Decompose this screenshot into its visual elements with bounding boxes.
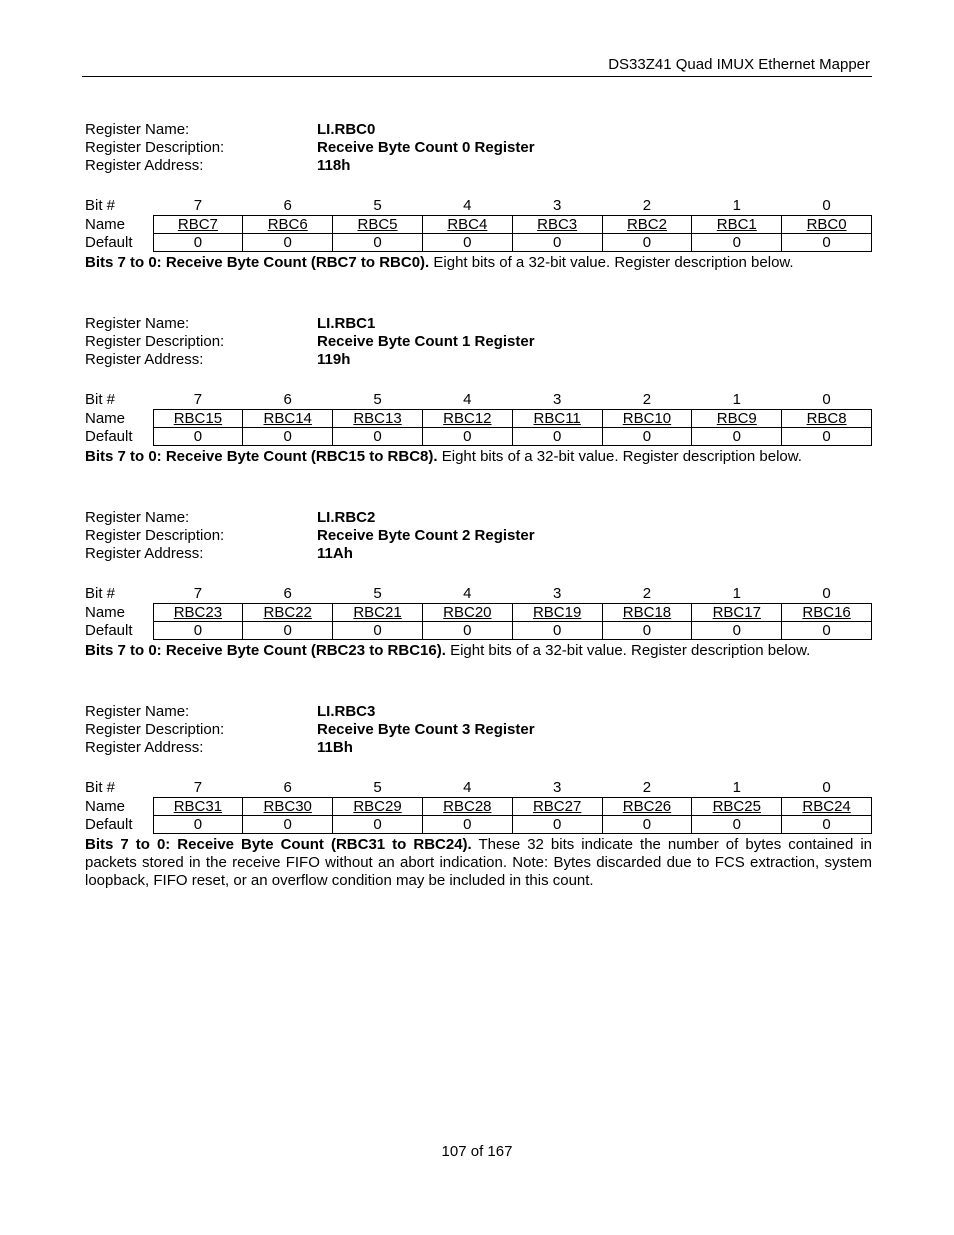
default-row-label: Default bbox=[85, 234, 133, 251]
bit-description-text: Eight bits of a 32-bit value. Register description below. bbox=[445, 642, 811, 659]
bit-default-value: 0 bbox=[333, 816, 423, 834]
register-description-value: Receive Byte Count 3 Register bbox=[317, 721, 535, 738]
table-cell bbox=[782, 216, 872, 234]
bit-field-name: RBC21 bbox=[353, 604, 402, 621]
bit-field-name: RBC27 bbox=[532, 798, 582, 815]
register-name-label: Register Name: bbox=[85, 315, 190, 332]
register-address-value: 118h bbox=[317, 157, 351, 174]
register-address-label: Register Address: bbox=[85, 545, 204, 562]
register-bit-table bbox=[85, 779, 872, 834]
bit-number: 6 bbox=[283, 779, 292, 796]
table-cell bbox=[333, 216, 423, 234]
bit-default-value: 0 bbox=[692, 428, 782, 446]
default-row-label: Default bbox=[85, 622, 133, 639]
table-cell bbox=[782, 410, 872, 428]
bit-description-heading: Bits 7 to 0: Receive Byte Count (RBC7 to RBC0). bbox=[85, 254, 430, 271]
register-address-value: 11Bh bbox=[317, 739, 353, 756]
bit-field-name: RBC18 bbox=[622, 604, 672, 621]
table-row bbox=[85, 622, 872, 640]
name-row-label: Name bbox=[85, 798, 126, 815]
bit-field-name: RBC24 bbox=[802, 798, 851, 815]
table-cell bbox=[422, 410, 512, 428]
bit-number: 5 bbox=[373, 779, 382, 796]
default-row-label: Default bbox=[85, 428, 133, 445]
bit-default-value: 0 bbox=[243, 816, 333, 834]
bit-number: 2 bbox=[642, 585, 652, 602]
bit-row-label: Bit # bbox=[85, 391, 116, 409]
bit-description-text: These 32 bits indicate the number of bytes contained in packets stored in the receive FIFO without an abort indication. Note: Bytes discarded due to FCS extraction, system loopback, FIFO reset, or an overflow condition may be included in this count. bbox=[85, 836, 872, 889]
bit-field-name: RBC2 bbox=[626, 216, 667, 233]
bit-field-name: RBC4 bbox=[447, 216, 488, 233]
bit-default-value: 0 bbox=[692, 622, 782, 640]
bit-number: 5 bbox=[373, 585, 382, 602]
bit-default-value: 0 bbox=[422, 234, 512, 252]
bit-default-value: 0 bbox=[782, 622, 872, 640]
register-address-value: 119h bbox=[317, 351, 351, 368]
bit-default-value: 0 bbox=[602, 816, 692, 834]
bit-field-name: RBC23 bbox=[173, 604, 223, 621]
bit-number: 6 bbox=[283, 585, 292, 602]
table-cell bbox=[782, 798, 872, 816]
bit-number: 4 bbox=[463, 391, 472, 408]
bit-number: 7 bbox=[193, 391, 203, 408]
bit-default-value: 0 bbox=[243, 428, 333, 446]
bit-default-value: 0 bbox=[602, 622, 692, 640]
bit-default-value: 0 bbox=[692, 234, 782, 252]
register-bit-table bbox=[85, 585, 872, 640]
table-cell bbox=[243, 410, 333, 428]
table-cell bbox=[692, 216, 782, 234]
bit-number: 3 bbox=[552, 779, 562, 796]
name-row-label: Name bbox=[85, 604, 126, 621]
bit-number: 0 bbox=[822, 197, 831, 214]
bit-number: 2 bbox=[642, 197, 652, 214]
register-address-row bbox=[85, 157, 872, 175]
bit-description-text: Eight bits of a 32-bit value. Register description below. bbox=[437, 448, 802, 465]
bit-field-name: RBC20 bbox=[443, 604, 492, 621]
bit-default-value: 0 bbox=[512, 234, 602, 252]
table-cell bbox=[692, 604, 782, 622]
bit-number: 7 bbox=[193, 585, 203, 602]
bit-number: 0 bbox=[822, 391, 831, 408]
register-name-value: LI.RBC3 bbox=[317, 703, 376, 720]
bit-field-name: RBC3 bbox=[537, 216, 578, 233]
bit-default-value: 0 bbox=[422, 816, 512, 834]
bit-default-value: 0 bbox=[692, 816, 782, 834]
bit-default-value: 0 bbox=[782, 234, 872, 252]
table-cell bbox=[692, 798, 782, 816]
name-row-label: Name bbox=[85, 216, 126, 233]
bit-description-text: Eight bits of a 32-bit value. Register description below. bbox=[429, 254, 794, 271]
register-description-row bbox=[85, 527, 872, 545]
bit-field-name: RBC26 bbox=[622, 798, 672, 815]
register-bit-table bbox=[85, 391, 872, 446]
register-address-row bbox=[85, 739, 872, 757]
register-name-value: LI.RBC1 bbox=[317, 315, 376, 332]
table-row bbox=[85, 798, 872, 816]
register-name-value: LI.RBC0 bbox=[317, 121, 376, 138]
bit-default-value: 0 bbox=[512, 622, 602, 640]
header-rule bbox=[82, 76, 872, 77]
bit-row-label: Bit # bbox=[85, 779, 116, 797]
table-cell bbox=[602, 410, 692, 428]
table-cell bbox=[333, 798, 423, 816]
bit-field-name: RBC30 bbox=[263, 798, 312, 815]
register-description-row bbox=[85, 139, 872, 157]
bit-default-value: 0 bbox=[243, 622, 333, 640]
bit-field-name: RBC1 bbox=[716, 216, 757, 233]
bit-default-value: 0 bbox=[512, 816, 602, 834]
register-address-value: 11Ah bbox=[317, 545, 353, 562]
table-cell bbox=[512, 216, 602, 234]
bit-field-name: RBC31 bbox=[173, 798, 223, 815]
bit-number: 4 bbox=[463, 779, 472, 796]
bit-default-value: 0 bbox=[153, 622, 243, 640]
bit-number: 2 bbox=[642, 391, 652, 408]
bit-number: 6 bbox=[283, 197, 292, 214]
register-bit-table bbox=[85, 197, 872, 252]
table-cell bbox=[153, 216, 243, 234]
table-cell bbox=[602, 604, 692, 622]
bit-row-label: Bit # bbox=[85, 585, 116, 603]
register-block bbox=[85, 509, 872, 659]
table-cell bbox=[153, 604, 243, 622]
bit-number: 4 bbox=[463, 197, 472, 214]
bit-number: 2 bbox=[642, 779, 652, 796]
register-address-row bbox=[85, 545, 872, 563]
table-cell bbox=[333, 604, 423, 622]
table-row bbox=[85, 604, 872, 622]
bit-field-name: RBC14 bbox=[263, 410, 312, 427]
bit-number: 3 bbox=[552, 391, 562, 408]
bit-number: 5 bbox=[373, 197, 382, 214]
bit-default-value: 0 bbox=[153, 816, 243, 834]
bit-number: 7 bbox=[193, 779, 203, 796]
table-row bbox=[85, 234, 872, 252]
page-number: 107 of 167 bbox=[441, 1143, 513, 1160]
table-cell bbox=[153, 798, 243, 816]
bit-number: 1 bbox=[732, 197, 741, 214]
bit-number: 6 bbox=[283, 391, 292, 408]
table-cell bbox=[512, 798, 602, 816]
register-description-row bbox=[85, 333, 872, 351]
table-row bbox=[85, 216, 872, 234]
bit-default-value: 0 bbox=[782, 816, 872, 834]
bit-default-value: 0 bbox=[333, 234, 423, 252]
register-name-value: LI.RBC2 bbox=[317, 509, 376, 526]
register-name-row bbox=[85, 315, 872, 333]
table-cell bbox=[422, 216, 512, 234]
register-block bbox=[85, 121, 872, 271]
register-address-row bbox=[85, 351, 872, 369]
table-row bbox=[85, 585, 872, 604]
register-description-label: Register Description: bbox=[85, 721, 225, 738]
table-row bbox=[85, 779, 872, 798]
bit-description bbox=[85, 448, 872, 466]
register-block bbox=[85, 703, 872, 889]
bit-number: 7 bbox=[193, 197, 203, 214]
bit-default-value: 0 bbox=[782, 428, 872, 446]
bit-number: 0 bbox=[822, 779, 831, 796]
bit-number: 0 bbox=[822, 585, 831, 602]
table-row bbox=[85, 410, 872, 428]
bit-description-heading: Bits 7 to 0: Receive Byte Count (RBC15 to RBC8). bbox=[85, 448, 438, 465]
bit-row-label: Bit # bbox=[85, 197, 116, 215]
register-description-label: Register Description: bbox=[85, 333, 225, 350]
bit-field-name: RBC17 bbox=[712, 604, 761, 621]
bit-default-value: 0 bbox=[512, 428, 602, 446]
register-name-label: Register Name: bbox=[85, 121, 190, 138]
table-cell bbox=[602, 798, 692, 816]
table-cell bbox=[512, 410, 602, 428]
table-cell bbox=[243, 216, 333, 234]
page-header-title: DS33Z41 Quad IMUX Ethernet Mapper bbox=[608, 56, 870, 73]
bit-number: 3 bbox=[552, 197, 562, 214]
bit-field-name: RBC12 bbox=[443, 410, 492, 427]
bit-field-name: RBC16 bbox=[802, 604, 851, 621]
bit-field-name: RBC9 bbox=[716, 410, 757, 427]
bit-number: 4 bbox=[463, 585, 472, 602]
register-name-row bbox=[85, 703, 872, 721]
bit-number: 1 bbox=[732, 779, 741, 796]
register-description-row bbox=[85, 721, 872, 739]
bit-description-heading: Bits 7 to 0: Receive Byte Count (RBC31 to RBC24). bbox=[85, 836, 472, 853]
bit-description bbox=[85, 642, 872, 660]
register-description-value: Receive Byte Count 2 Register bbox=[317, 527, 535, 544]
register-name-row bbox=[85, 509, 872, 527]
bit-field-name: RBC5 bbox=[357, 216, 398, 233]
table-cell bbox=[243, 798, 333, 816]
table-cell bbox=[512, 604, 602, 622]
bit-description bbox=[85, 254, 872, 272]
bit-number: 5 bbox=[373, 391, 382, 408]
table-row bbox=[85, 391, 872, 410]
register-description-label: Register Description: bbox=[85, 139, 225, 156]
register-address-label: Register Address: bbox=[85, 157, 204, 174]
bit-default-value: 0 bbox=[333, 428, 423, 446]
bit-field-name: RBC10 bbox=[622, 410, 672, 427]
bit-default-value: 0 bbox=[243, 234, 333, 252]
register-description-value: Receive Byte Count 1 Register bbox=[317, 333, 535, 350]
bit-default-value: 0 bbox=[422, 428, 512, 446]
register-description-label: Register Description: bbox=[85, 527, 225, 544]
bit-field-name: RBC25 bbox=[712, 798, 761, 815]
bit-number: 3 bbox=[552, 585, 562, 602]
register-description-value: Receive Byte Count 0 Register bbox=[317, 139, 535, 156]
table-row bbox=[85, 197, 872, 216]
bit-number: 1 bbox=[732, 585, 741, 602]
bit-field-name: RBC29 bbox=[353, 798, 402, 815]
register-name-row bbox=[85, 121, 872, 139]
bit-default-value: 0 bbox=[422, 622, 512, 640]
bit-default-value: 0 bbox=[153, 428, 243, 446]
bit-description bbox=[85, 836, 872, 890]
table-cell bbox=[602, 216, 692, 234]
bit-default-value: 0 bbox=[153, 234, 243, 252]
bit-number: 1 bbox=[732, 391, 741, 408]
bit-field-name: RBC19 bbox=[532, 604, 582, 621]
bit-field-name: RBC8 bbox=[806, 410, 847, 427]
bit-default-value: 0 bbox=[602, 234, 692, 252]
bit-field-name: RBC6 bbox=[267, 216, 308, 233]
table-row bbox=[85, 428, 872, 446]
bit-field-name: RBC28 bbox=[443, 798, 492, 815]
table-cell bbox=[333, 410, 423, 428]
table-cell bbox=[782, 604, 872, 622]
bit-field-name: RBC22 bbox=[263, 604, 312, 621]
table-cell bbox=[422, 798, 512, 816]
table-cell bbox=[422, 604, 512, 622]
default-row-label: Default bbox=[85, 816, 133, 833]
table-cell bbox=[243, 604, 333, 622]
bit-field-name: RBC0 bbox=[806, 216, 847, 233]
bit-default-value: 0 bbox=[333, 622, 423, 640]
table-cell bbox=[153, 410, 243, 428]
name-row-label: Name bbox=[85, 410, 126, 427]
register-address-label: Register Address: bbox=[85, 739, 204, 756]
bit-description-heading: Bits 7 to 0: Receive Byte Count (RBC23 to RBC16). bbox=[85, 642, 446, 659]
table-cell bbox=[692, 410, 782, 428]
register-block bbox=[85, 315, 872, 465]
register-name-label: Register Name: bbox=[85, 509, 190, 526]
bit-default-value: 0 bbox=[602, 428, 692, 446]
bit-field-name: RBC15 bbox=[173, 410, 223, 427]
bit-field-name: RBC7 bbox=[177, 216, 218, 233]
bit-field-name: RBC11 bbox=[533, 410, 581, 427]
table-row bbox=[85, 816, 872, 834]
register-name-label: Register Name: bbox=[85, 703, 190, 720]
bit-field-name: RBC13 bbox=[353, 410, 402, 427]
register-address-label: Register Address: bbox=[85, 351, 204, 368]
